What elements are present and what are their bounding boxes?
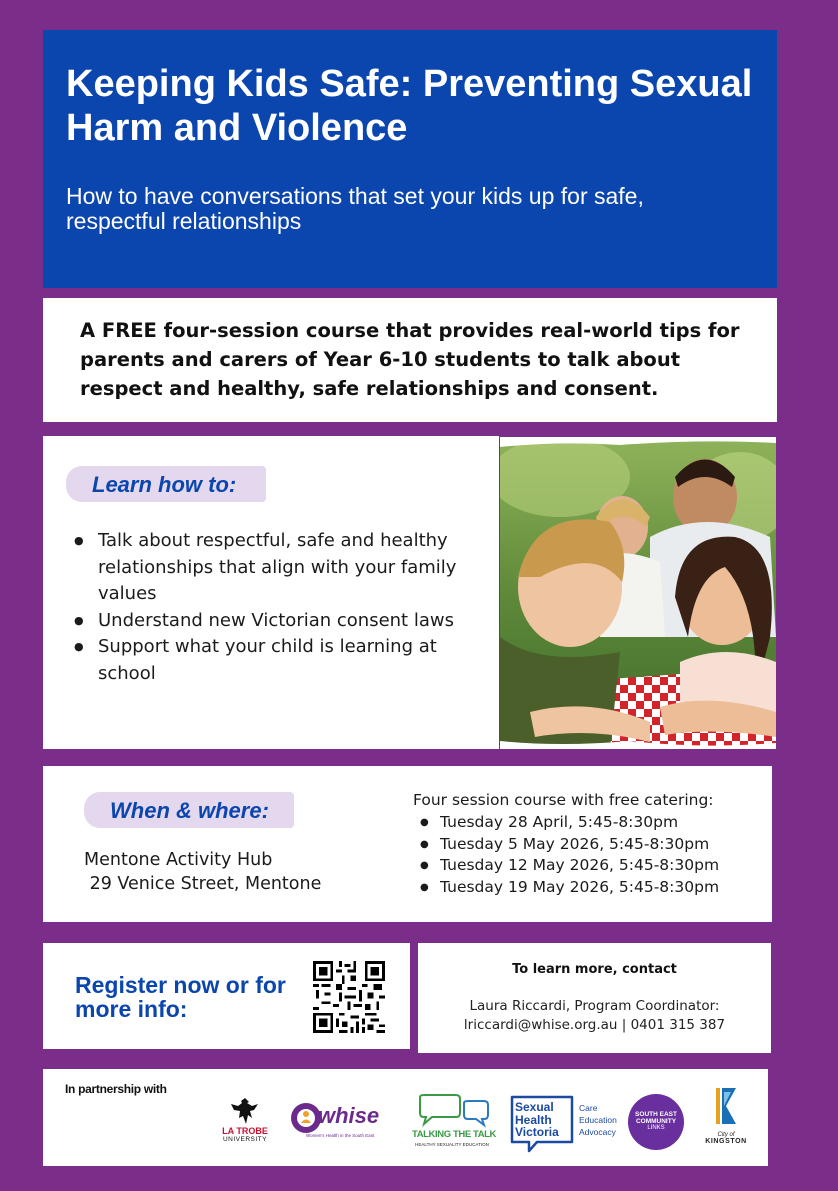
page-subtitle: How to have conversations that set your kids up for safe, respectful relationships [66,183,644,234]
eagle-icon [228,1096,262,1126]
shv-tag3: Advocacy [579,1127,616,1137]
speech-bubbles-icon [414,1093,490,1129]
kingston-name: KINGSTON [705,1138,747,1145]
learn-item: ● Talk about respectful, safe and healthy relationships that align with your family values [72,528,482,608]
sexual-health-victoria-logo [509,1094,625,1154]
shv-name [515,1101,559,1139]
south-east-community-links-logo [628,1094,684,1150]
whise-name: whise [318,1103,380,1128]
sessions-heading: Four session course with free catering: [413,791,714,809]
register-text: Register now or for more info: [75,972,286,1022]
shv-line1: Sexual [515,1100,554,1114]
venue-address [84,848,321,896]
session-item: ● Tuesday 19 May 2026, 5:45-8:30pm [420,877,719,899]
contact-email-phone[interactable]: lriccardi@whise.org.au | 0401 315 387 [463,1017,726,1033]
kingston-mark-icon [713,1086,739,1126]
sessions-list [420,812,719,898]
whise-tagline: Women's Health in the South East [306,1133,375,1138]
session-item: ● Tuesday 12 May 2026, 5:45-8:30pm [420,855,719,877]
intro-text: A FREE four-session course that provides real-world tips for parents and carers of Year 6-10 students to talk about respect and healthy, safe relationships and consent. [80,319,740,400]
latrobe-name: LA TROBE [222,1126,268,1136]
contact-name: Laura Riccardi, Program Coordinator: [469,998,720,1014]
session-item: ● Tuesday 5 May 2026, 5:45-8:30pm [420,834,719,856]
shv-tag2: Education [579,1115,617,1125]
session-item: ● Tuesday 28 April, 5:45-8:30pm [420,812,719,834]
when-heading: When & where: [110,798,269,823]
secl-line1: SOUTH EAST [635,1111,677,1118]
learn-item: ● Understand new Victorian consent laws [72,608,482,635]
talking-the-talk-tagline: HEALTHY SEXUALITY EDUCATION [415,1142,489,1147]
talking-the-talk-logo [412,1093,497,1153]
qr-code-icon[interactable] [313,961,385,1033]
talking-the-talk-name: TALKING THE TALK [412,1129,497,1140]
page-title: Keeping Kids Safe: Preventing Sexual Harm and Violence [66,63,753,149]
shv-tagline [579,1102,617,1138]
shv-tag1: Care [579,1103,598,1113]
whise-logo [290,1101,380,1145]
learn-item: ● Support what your child is learning at school [72,634,482,687]
learn-heading: Learn how to: [92,472,237,497]
shv-line2: Health [515,1112,552,1127]
secl-line3: LINKS [647,1125,665,1131]
secl-line2: COMMUNITY [635,1118,677,1125]
latrobe-sub: UNIVERSITY [222,1136,267,1143]
contact-heading: To learn more, contact [512,962,677,977]
latrobe-logo [218,1096,272,1152]
kingston-logo [700,1086,752,1162]
venue-street: 29 Venice Street, Mentone [84,874,322,894]
shv-line3: Victoria [515,1125,559,1139]
learn-list [72,528,482,687]
venue-name: Mentone Activity Hub [84,850,273,870]
partners-label: In partnership with [65,1082,167,1096]
kingston-cityof: City of [717,1132,735,1138]
family-photo [500,437,776,749]
